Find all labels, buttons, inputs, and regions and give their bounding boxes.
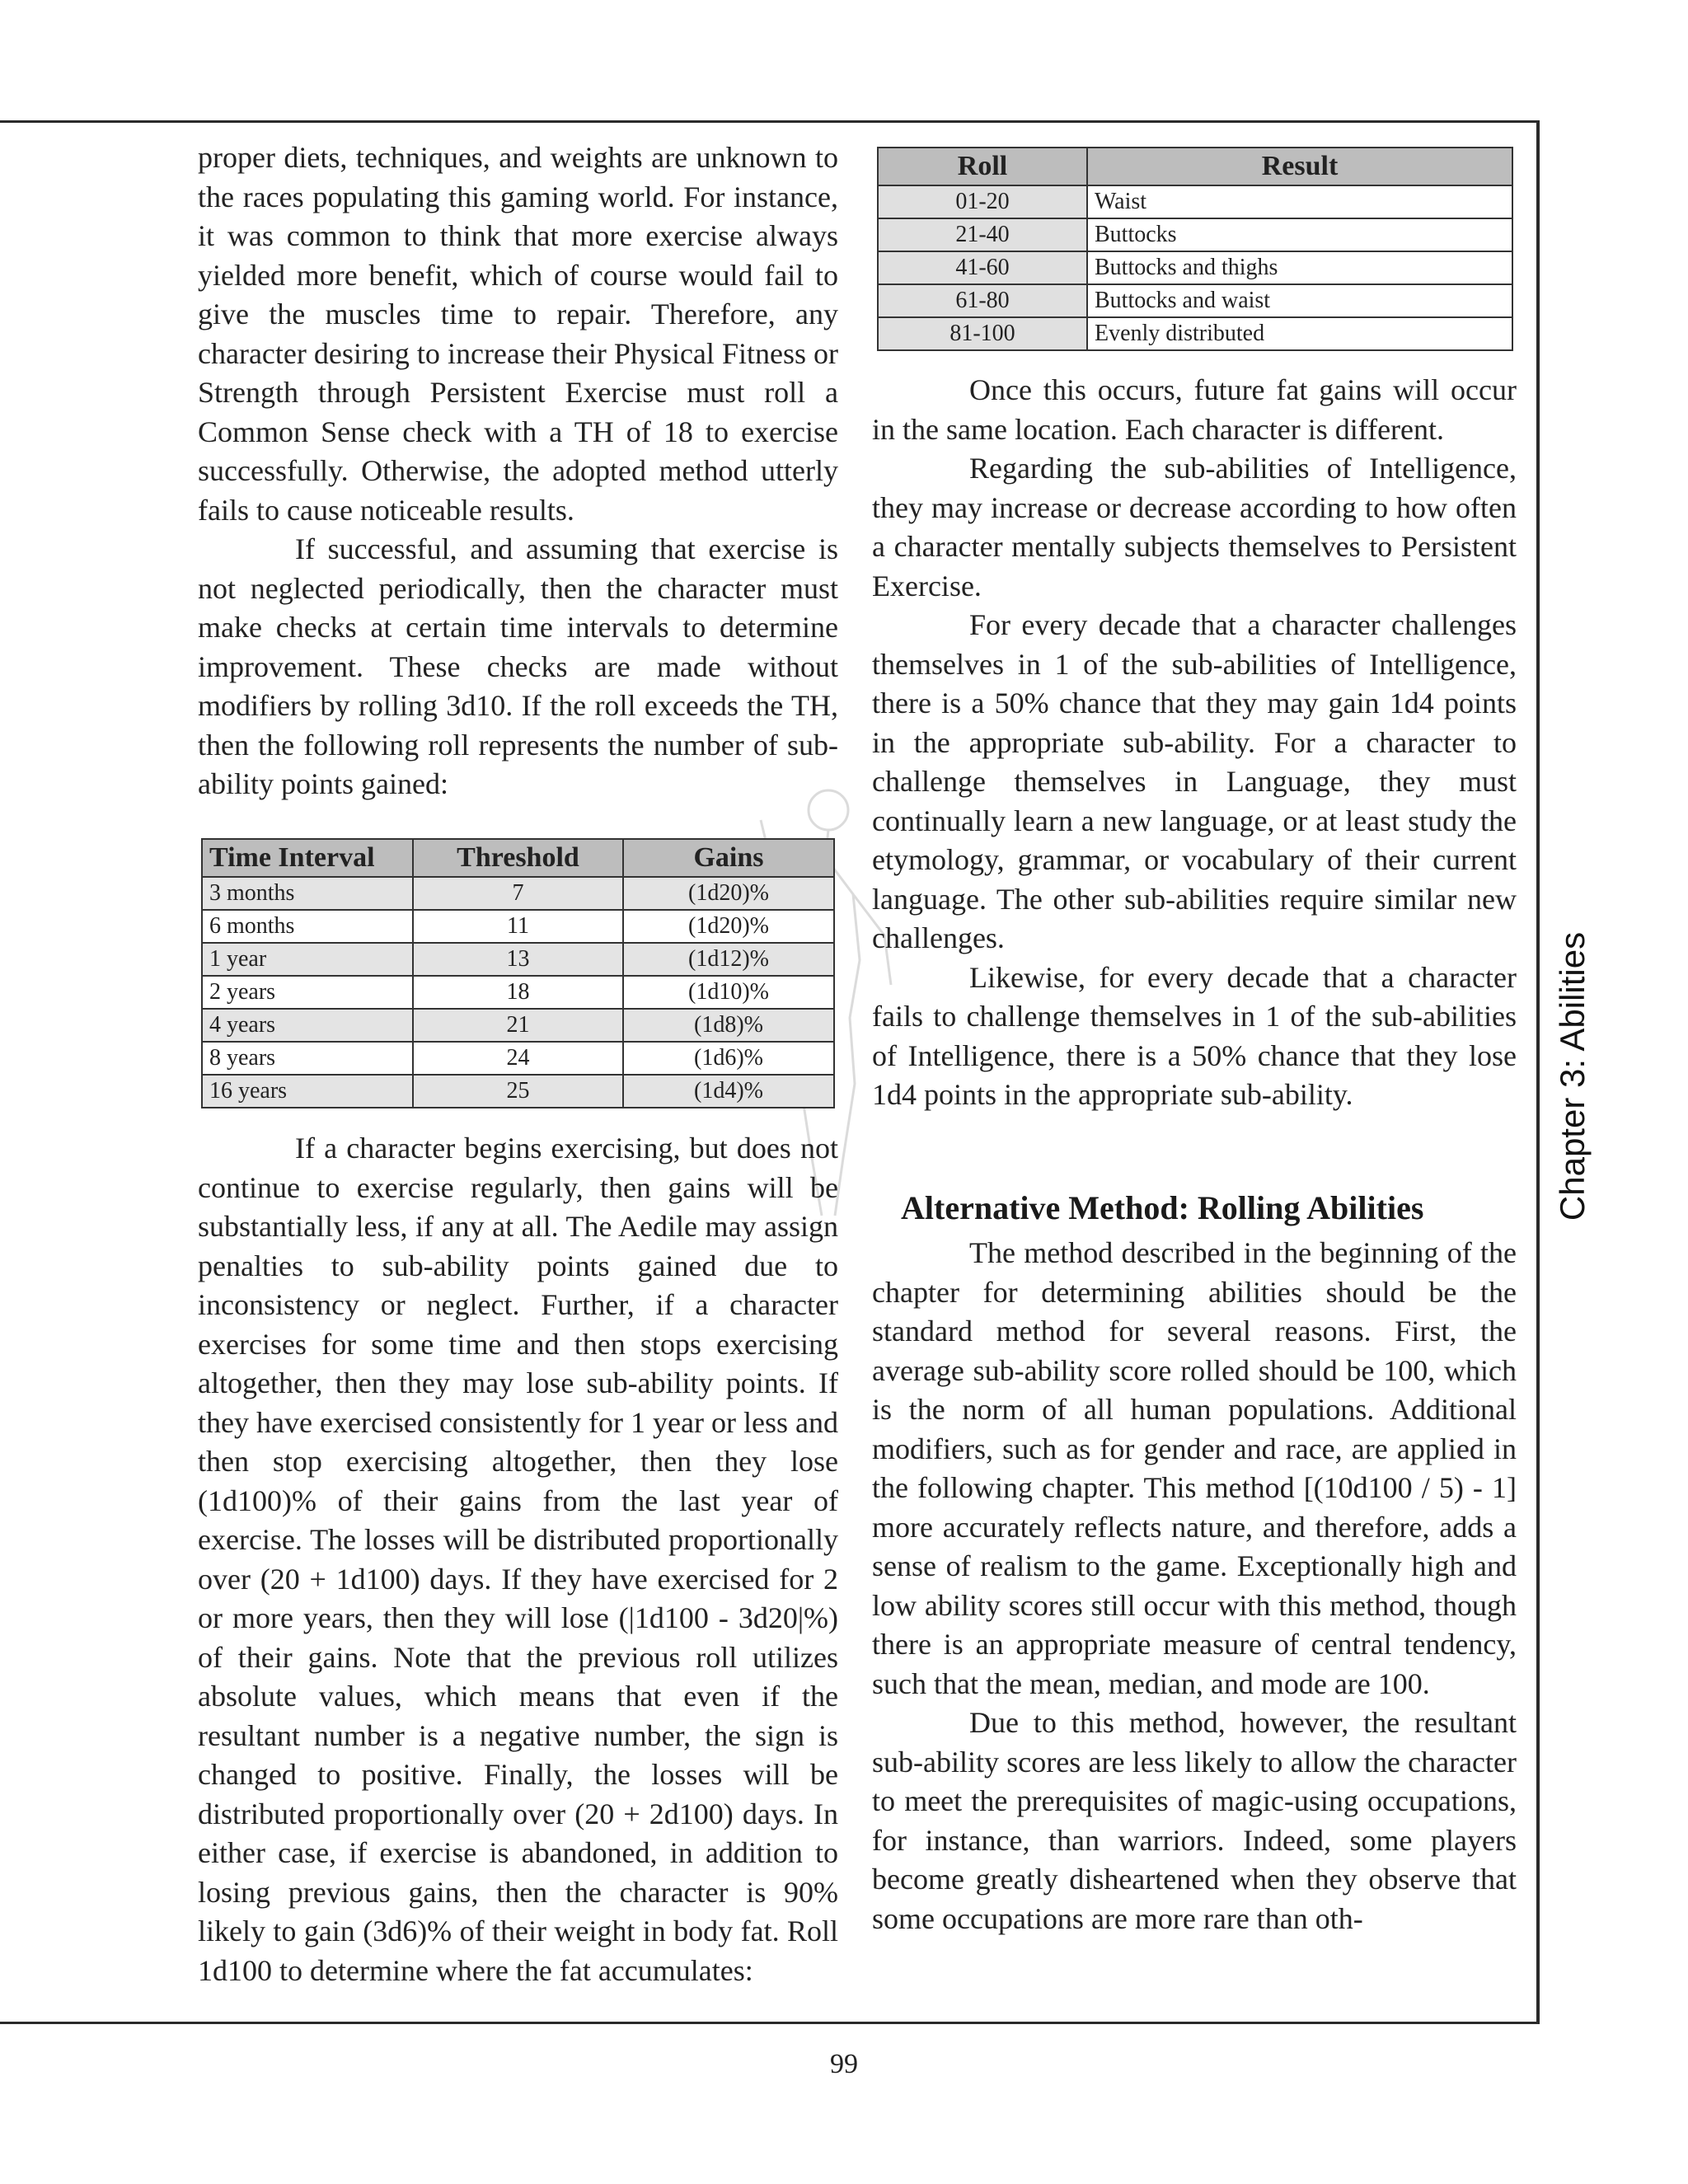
threshold-cell: 25 [413, 1075, 623, 1108]
table-row [202, 943, 834, 976]
time-cell: 8 years [202, 1042, 413, 1075]
right-column-bottom [872, 1234, 1517, 1938]
table-row [878, 251, 1512, 284]
paragraph: Likewise, for every decade that a character fails to challenge themselves in 1 of the sub-abilities of Intelligence, there is a 50% chance that they lose 1d4 points in the appropriate sub-ability. [872, 960, 1517, 1111]
paragraph: proper diets, techniques, and weights are unknown to the races populating this gaming world. For instance, it was common to think that more exercise always yielded more benefit, which of course would fail to give the muscles time to repair. Therefore, any character desiring to increase their Physical Fitness or Strength through Persistent Exercise must roll a Common Sense check with a TH of 18 to exercise successfully. Otherwise, the adopted method utterly fails to cause noticeable results. [198, 141, 838, 527]
table-row [202, 1075, 834, 1108]
section-heading: Alternative Method: Rolling Abilities [901, 1189, 1424, 1226]
paragraph: Due to this method, however, the resultant sub-ability scores are less likely to allow the character to meet the prerequisites of magic-using occupations, for instance, than warriors. Indeed, some players become greatly disheartened when they observe that some occupations are more rare than oth- [872, 1706, 1517, 1935]
threshold-cell: 21 [413, 1009, 623, 1042]
table-row [878, 317, 1512, 350]
roll-cell: 01-20 [878, 185, 1087, 218]
table-header-time-interval: Time Interval [202, 839, 413, 877]
paragraph: If successful, and assuming that exercise is not neglected periodically, then the character must make checks at certain time intervals to determine improvement. These checks are made without modifiers by rolling 3d10. If the roll exceeds the TH, then the following roll represents the number of sub-ability points gained: [198, 532, 838, 800]
time-cell: 4 years [202, 1009, 413, 1042]
gains-cell: (1d4)% [623, 1075, 834, 1108]
paragraph: For every decade that a character challenges themselves in 1 of the sub-abilities of Intelligence, there is a 50% chance that they may gain 1d4 points in the appropriate sub-ability. For a character to challenge themselves in Language, they must continually learn a new language, or at least study the etymology, grammar, or vocabulary of their current language. The other sub-abilities require similar new challenges. [872, 608, 1517, 954]
table-header-roll: Roll [878, 148, 1087, 185]
table-row [202, 910, 834, 943]
paragraph: If a character begins exercising, but does not continue to exercise regularly, then gains will be substantially less, if any at all. The Aedile may assign penalties to sub-ability points gained due to inconsistency or neglect. Further, if a character exercises for some time and then stops exercising altogether, then they may lose sub-ability points. If they have exercised consistently for 1 year or less and then stop exercising altogether, then they lose (1d100)% of their gains from the last year of exercise. The losses will be distributed proportionally over (20 + 1d100) days. If they have exercised for 2 or more years, then they will lose (|1d100 - 3d20|%) of their gains. Note that the previous roll utilizes absolute values, which means that even if the resultant number is a negative number, the sign is changed to positive. Finally, the losses will be distributed proportionally over (20 + 2d100) days. In either case, if exercise is abandoned, in addition to losing previous gains, then the character is 90% likely to gain (3d6)% of their weight in body fat. Roll 1d100 to determine where the fat accumulates: [198, 1132, 838, 1987]
left-column-bottom [198, 1129, 838, 1990]
right-column-top [872, 371, 1517, 1115]
roll-cell: 61-80 [878, 284, 1087, 317]
threshold-cell: 11 [413, 910, 623, 943]
threshold-cell: 13 [413, 943, 623, 976]
table-row [878, 284, 1512, 317]
threshold-cell: 24 [413, 1042, 623, 1075]
roll-cell: 41-60 [878, 251, 1087, 284]
fat-location-table [877, 147, 1513, 351]
chapter-label: Chapter 3: Abilities [1553, 931, 1592, 1221]
gains-cell: (1d20)% [623, 910, 834, 943]
page-number: 99 [830, 2049, 858, 2079]
threshold-cell: 18 [413, 976, 623, 1009]
paragraph: Once this occurs, future fat gains will occur in the same location. Each character is different. [872, 373, 1517, 446]
table-row [878, 185, 1512, 218]
table-header-result: Result [1087, 148, 1512, 185]
time-cell: 2 years [202, 976, 413, 1009]
table-header-threshold: Threshold [413, 839, 623, 877]
frame-top-rule [0, 120, 1538, 123]
gains-cell: (1d8)% [623, 1009, 834, 1042]
time-interval-table [201, 838, 835, 1108]
table-row [202, 877, 834, 910]
table-row [202, 1042, 834, 1075]
gains-cell: (1d12)% [623, 943, 834, 976]
paragraph: Regarding the sub-abilities of Intelligence, they may increase or decrease according to how often a character mentally subjects themselves to Persistent Exercise. [872, 452, 1517, 602]
table-header-gains: Gains [623, 839, 834, 877]
chapter-sidebar [1540, 912, 1606, 1241]
result-cell: Waist [1087, 185, 1512, 218]
table-row [202, 1009, 834, 1042]
frame-bottom-rule [0, 2022, 1540, 2024]
roll-cell: 81-100 [878, 317, 1087, 350]
time-cell: 3 months [202, 877, 413, 910]
time-cell: 6 months [202, 910, 413, 943]
gains-cell: (1d6)% [623, 1042, 834, 1075]
result-cell: Buttocks and thighs [1087, 251, 1512, 284]
gains-cell: (1d10)% [623, 976, 834, 1009]
time-cell: 1 year [202, 943, 413, 976]
time-cell: 16 years [202, 1075, 413, 1108]
roll-cell: 21-40 [878, 218, 1087, 251]
result-cell: Buttocks and waist [1087, 284, 1512, 317]
table-row [202, 976, 834, 1009]
table-row [878, 218, 1512, 251]
result-cell: Buttocks [1087, 218, 1512, 251]
gains-cell: (1d20)% [623, 877, 834, 910]
result-cell: Evenly distributed [1087, 317, 1512, 350]
left-column-top [198, 138, 838, 804]
threshold-cell: 7 [413, 877, 623, 910]
paragraph: The method described in the beginning of the chapter for determining abilities should be the standard method for several reasons. First, the average sub-ability score rolled should be 100, which is the norm of all human populations. Additional modifiers, such as for gender and race, are applied in the following chapter. This method [(10d100 / 5) - 1] more accurately reflects nature, and therefore, adds a sense of realism to the game. Exceptionally high and low ability scores still occur with this method, though there is an appropriate measure of central tendency, such that the mean, median, and mode are 100. [872, 1236, 1517, 1700]
